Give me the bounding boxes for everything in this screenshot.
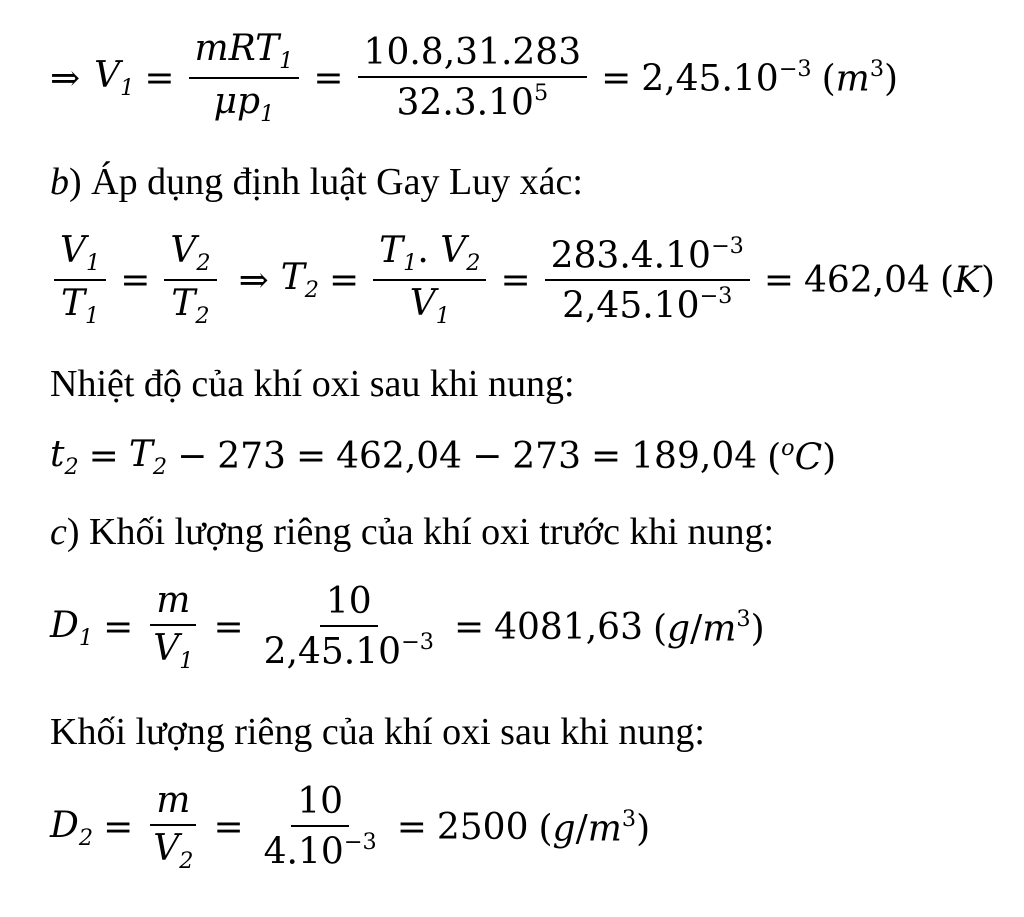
fraction-t1v2-over-v1: $\frac{T_1. V_2}{V_1}$ [373, 232, 486, 328]
temperature-heading: Nhiệt độ của khí oxi sau khi nung: [50, 363, 575, 405]
density-after-heading: Khối lượng riêng của khí oxi sau khi nung: [50, 711, 705, 753]
equation-t2-celsius: $t_2$ = $T_2$ − 273 = 462,04 − 273 = 189,04 ($^o$C) [50, 434, 837, 480]
section-text: ) Áp dụng định luật Gay Luy xác: [69, 161, 583, 203]
fraction-m-over-v2: $\frac{m}{V_2}$ [147, 782, 199, 873]
fraction-numeric: $\frac{10}{2,45.10^{-3}}$ [263, 581, 434, 673]
fraction-numeric: $\frac{283.4.10^{-3}}{2,45.10^{-3}}$ [545, 235, 750, 326]
equation-d2: $D_2$ = $\frac{m}{V_2}$ = $\frac{10}{4.10^{-3}}$ = 2500 $(g/m^3)$ [50, 780, 651, 874]
fraction-m-over-v1: $\frac{m}{V_1}$ [147, 582, 199, 673]
fraction-mrt-over-mup: $\frac{mRT_1}{\mu p_1}$ [189, 30, 300, 126]
var-d1: $D_1$ [50, 604, 94, 651]
var-t2: $T_2$ [280, 257, 319, 304]
section-label: b [50, 161, 69, 203]
unit: $(g/m^3)$ [538, 805, 651, 850]
result-value: 462,04 [804, 259, 930, 301]
unit: $(m^3)$ [821, 56, 899, 100]
equation-d1: $D_1$ = $\frac{m}{V_1}$ = $\frac{10}{2,45.10^{-3}}$ = 4081,63 $(g/m^3)$ [50, 580, 765, 674]
fraction-v1-t1: $\frac{V_1}{T_1}$ [54, 232, 106, 328]
fraction-v2-t2: $\frac{V_2}{T_2}$ [164, 232, 216, 328]
result-value: 4081,63 [494, 607, 643, 648]
unit: ($^o$C) [767, 435, 837, 479]
fraction-numeric: $\frac{10}{4.10^{-3}}$ [263, 781, 377, 873]
section-c-heading [50, 510, 774, 554]
fraction-numeric: $\frac{10.8,31.283}{32.3.10^5}$ [358, 34, 588, 122]
unit: (K) [939, 259, 995, 301]
implies-arrow: ⇒ [238, 259, 269, 301]
section-label: c [50, 511, 67, 553]
var-d2: $D_2$ [50, 804, 94, 851]
var-v: $V_1$ [94, 55, 135, 102]
var-t2-small: $t_2$ [50, 434, 79, 480]
equation-t2: $\frac{V_1}{T_1}$ = $\frac{V_2}{T_2}$ ⇒ $T_2$ = $\frac{T_1. V_2}{V_1}$ = $\frac{283.4.10^{-3}}{2,45.10^{-3}}$ = 462,04 (K) [50, 232, 995, 328]
result-value: 189,04 [631, 436, 758, 478]
unit: $(g/m^3)$ [653, 605, 765, 650]
equation-v1: ⇒ $V_1$ = $\frac{mRT_1}{\mu p_1}$ = $\frac{10.8,31.283}{32.3.10^5}$ = $2,45.10^{-3}$ $(m^3)$ [50, 28, 899, 128]
result-value: 2500 [436, 807, 529, 848]
implies-arrow: ⇒ [50, 57, 81, 99]
section-text: ) Khối lượng riêng của khí oxi trước khi nung: [66, 511, 775, 553]
result-value: $2,45.10^{-3}$ [641, 56, 812, 100]
section-b-heading [50, 160, 583, 204]
